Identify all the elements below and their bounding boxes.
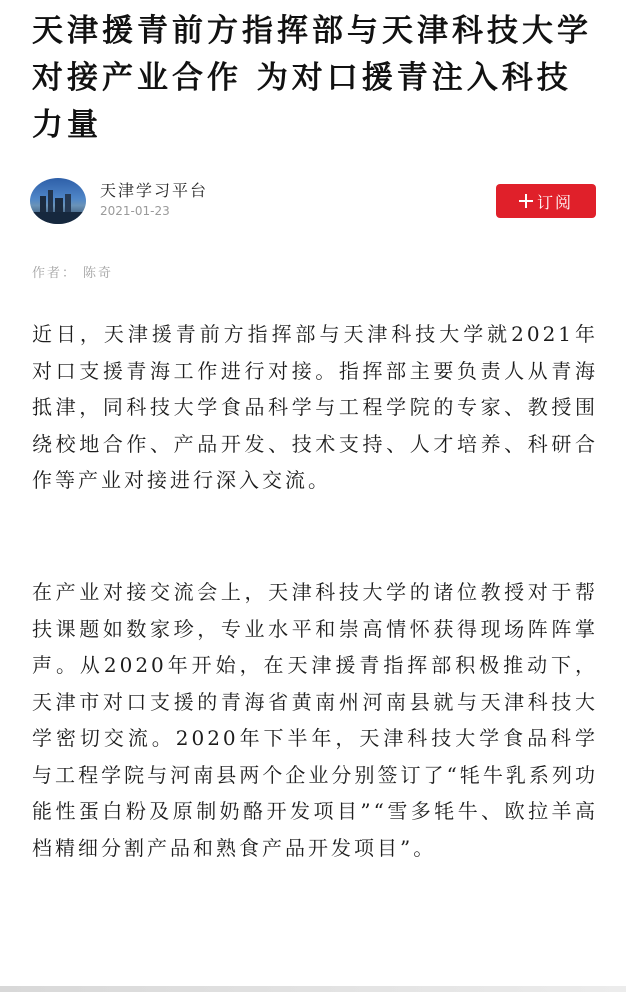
author-label: 作者： [32,266,78,281]
article-paragraph: 在产业对接交流会上，天津科技大学的诸位教授对于帮扶课题如数家珍，专业水平和崇高情怀获得现场阵阵掌声。从2020年开始，在天津援青指挥部积极推动下，天津市对口支援的青海省黄南州河南县就与天津科技大学密切交流。2020年下半年，天津科技大学食品科学与工程学院与河南县两个企业分别签订了“牦牛乳系列功能性蛋白粉及原制奶酪开发项目”“雪多牦牛、欧拉羊高档精细分割产品和熟食产品开发项目”。 [32,580,598,860]
avatar-building [55,198,63,212]
plus-icon [519,194,533,208]
author-name: 陈奇 [83,266,114,281]
article-paragraph: 近日，天津援青前方指挥部与天津科技大学就2021年对口支援青海工作进行对接。指挥部主要负责人从青海抵津，同科技大学食品科学与工程学院的专家、教授围绕校地合作、产品开发、技术支持、人才培养、科研合作等产业对接进行深入交流。 [32,322,598,492]
source-row [30,178,596,224]
avatar[interactable] [30,178,86,224]
article-title: 天津援青前方指挥部与天津科技大学对接产业合作 为对口援青注入科技力量 [32,13,592,143]
avatar-building [65,194,71,212]
avatar-water [30,212,86,224]
avatar-building [48,190,53,212]
avatar-building [40,196,46,212]
subscribe-label: 订阅 [536,192,573,212]
publish-date: 2021-01-23 [100,204,170,218]
bottom-edge [0,986,626,992]
author-row [32,262,119,281]
source-name[interactable]: 天津学习平台 [100,181,209,200]
subscribe-button[interactable] [496,184,596,218]
